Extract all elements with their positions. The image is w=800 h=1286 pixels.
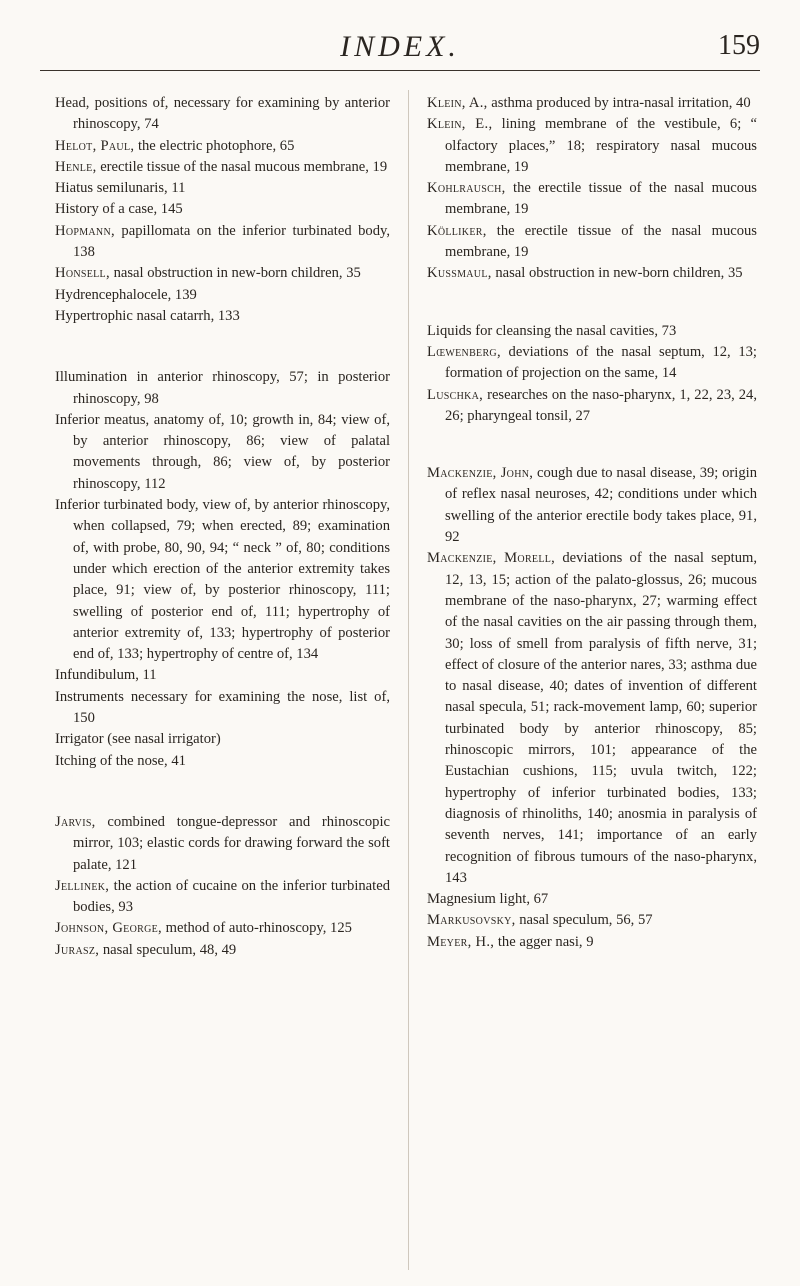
entry-name: Mackenzie, John, [427, 465, 534, 482]
index-entry [427, 342, 757, 385]
entry-text: Infundibulum, 11 [55, 667, 157, 684]
entry-text: nasal obstruction in new-born children, 35 [109, 265, 361, 282]
entry-text: Magnesium light, 67 [427, 891, 549, 908]
entry-name: Meyer, H., [427, 933, 495, 950]
entry-text: Inferior turbinated body, view of, by anterior rhinoscopy, when collapsed, 79; when erected, 89; examination of, with probe, 80, 90, 94; “ neck ” of, 80; conditions under which erection of the anterior extremity takes place, 91; view of, by posterior rhinoscopy, 111; swelling of posterior end of, 111; hypertrophy of anterior extremity of, 133; hypertrophy of posterior end of, 133; hypertrophy of centre of, 134 [55, 497, 390, 663]
entry-text: nasal speculum, 56, 57 [515, 912, 653, 929]
index-entry [55, 495, 390, 665]
entry-text: Instruments necessary for examining the nose, list of, 150 [55, 688, 390, 727]
entry-text: the agger nasi, 9 [494, 933, 594, 950]
index-entry [55, 157, 390, 178]
index-entry [427, 178, 757, 221]
entry-text: the electric photophore, 65 [134, 137, 295, 154]
entry-name: Jellinek, [55, 877, 110, 894]
index-entry [55, 410, 390, 495]
index-entry [427, 114, 757, 178]
index-entry [427, 385, 757, 428]
entry-text: the erectile tissue of the nasal mucous membrane, 19 [445, 222, 757, 261]
index-entry [427, 93, 757, 114]
entry-text: Illumination in anterior rhinoscopy, 57; in posterior rhinoscopy, 98 [55, 369, 390, 407]
entry-name: Klein, E., [427, 116, 493, 133]
entry-text: Hiatus semilunaris, 11 [55, 180, 186, 197]
section-gap [55, 327, 390, 367]
index-column-left [55, 93, 390, 961]
entry-text: History of a case, 145 [55, 201, 183, 218]
entry-name: Klein, A., [427, 95, 488, 111]
index-entry [427, 932, 757, 953]
entry-text: combined tongue-depressor and rhinoscopic mirror, 103; elastic cords for drawing forward the soft palate, 121 [73, 813, 390, 873]
entry-name: Helot, Paul, [55, 137, 135, 154]
entry-text: Liquids for cleansing the nasal cavities, 73 [427, 322, 677, 339]
entry-text: papillomata on the inferior turbinated body, 138 [73, 222, 390, 261]
index-entry [55, 199, 390, 220]
index-entry [427, 548, 757, 889]
entry-text: deviations of the nasal septum, 12, 13; formation of projection on the same, 14 [445, 343, 757, 382]
entry-text: nasal speculum, 48, 49 [99, 941, 237, 958]
entry-name: Kölliker, [427, 222, 487, 239]
index-entry [55, 136, 390, 157]
page-title: INDEX. [340, 30, 460, 63]
index-entry [55, 812, 390, 876]
index-entry [55, 940, 390, 961]
entry-name: Johnson, George, [55, 920, 162, 937]
index-entry [427, 221, 757, 264]
index-entry [55, 876, 390, 919]
section-gap [427, 427, 757, 463]
entry-text: cough due to nasal disease, 39; origin of reflex nasal neuroses, 42; conditions under which swelling of the anterior erectile body takes place, 91, 92 [445, 465, 757, 546]
index-entry [55, 263, 390, 284]
entry-name: Hopmann, [55, 222, 115, 239]
entry-name: Luschka, [427, 386, 484, 403]
index-entry [55, 751, 390, 772]
entry-name: Kohlrausch, [427, 180, 506, 197]
entry-text: erectile tissue of the nasal mucous membrane, 19 [96, 158, 388, 175]
entry-text: Hypertrophic nasal catarrh, 133 [55, 307, 240, 324]
entry-text: researches on the naso-pharynx, 1, 22, 23, 24, 26; pharyngeal tonsil, 27 [445, 386, 757, 424]
index-entry [55, 367, 390, 410]
index-entry [55, 687, 390, 730]
entry-name: Mackenzie, Morell, [427, 550, 556, 567]
entry-text: lining membrane of the vestibule, 6; “ olfactory places,” 18; respiratory nasal mucous membrane, 19 [445, 116, 757, 175]
entry-text: nasal obstruction in new-born children, 35 [491, 265, 743, 282]
entry-text: Hydrencephalocele, 139 [55, 286, 197, 303]
index-entry [55, 306, 390, 327]
entry-name: Markusovsky, [427, 912, 516, 929]
index-entry [55, 285, 390, 306]
running-header [40, 30, 760, 71]
entry-text: method of auto-rhinoscopy, 125 [161, 920, 352, 937]
page-number: 159 [718, 30, 760, 61]
entry-name: Lœwenberg, [427, 343, 501, 360]
index-column-right [427, 93, 757, 953]
index-entry [55, 665, 390, 686]
entry-name: Henle, [55, 158, 97, 175]
entry-text: Head, positions of, necessary for examining by anterior rhinoscopy, 74 [55, 95, 390, 133]
entry-text: asthma produced by intra-nasal irritation, 40 [487, 95, 751, 111]
entry-text: deviations of the nasal septum, 12, 13, 15; action of the palato-glossus, 26; mucous membrane of the naso-pharynx, 27; warming effect of the nasal cavities on the air passing through them, 30; loss of smell from paralysis of fifth nerve, 31; effect of closure of the anterior nares, 33; asthma due to nasal disease, 40; dates of invention of different nasal specula, 51; rack-movement lamp, 60; superior turbinated body by anterior rhinoscopy, 85; rhinoscopic mirrors, 101; appearance of the Eustachian cushions, 115; uvula twitch, 122; hypertrophy of inferior turbinated bodies, 133; diagnosis of rhinoliths, 140; anosmia in paralysis of seventh nerves, 141; importance of an early recognition of fibrous tumours of the naso-pharynx, 143 [445, 550, 757, 886]
section-gap [427, 285, 757, 321]
index-entry [55, 729, 390, 750]
entry-text: the action of cucaine on the inferior turbinated bodies, 93 [73, 877, 390, 916]
entry-text: Irrigator (see nasal irrigator) [55, 731, 221, 748]
index-entry [55, 178, 390, 199]
section-gap [55, 772, 390, 812]
entry-name: Kussmaul, [427, 265, 492, 282]
entry-name: Jarvis, [55, 813, 96, 830]
entry-text: Itching of the nose, 41 [55, 752, 186, 769]
index-entry [55, 93, 390, 136]
index-entry [427, 910, 757, 931]
index-entry [55, 918, 390, 939]
index-entry [427, 263, 757, 284]
entry-name: Jurasz, [55, 941, 100, 958]
index-entry [55, 221, 390, 264]
index-entry [427, 321, 757, 342]
entry-text: the erectile tissue of the nasal mucous membrane, 19 [445, 180, 757, 218]
entry-text: Inferior meatus, anatomy of, 10; growth in, 84; view of, by anterior rhinoscopy, 86; view of palatal movements through, 86; view of, by posterior rhinoscopy, 112 [55, 411, 390, 492]
entry-name: Honsell, [55, 265, 110, 282]
index-entry [427, 889, 757, 910]
column-divider [408, 90, 409, 1270]
index-entry [427, 463, 757, 548]
